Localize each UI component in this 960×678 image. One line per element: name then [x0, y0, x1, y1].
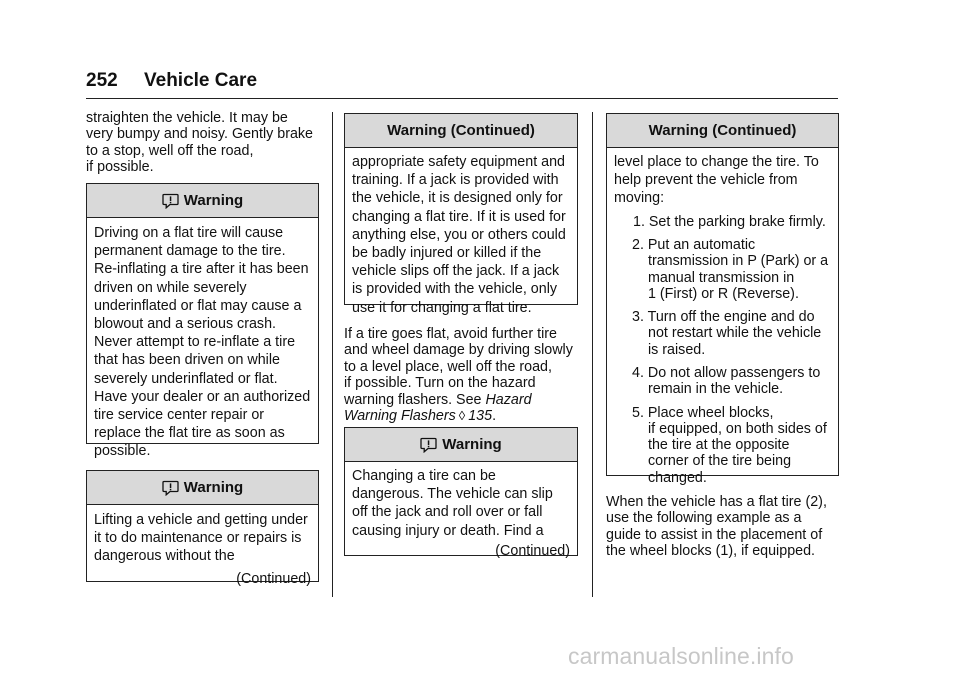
warning-header [87, 471, 318, 505]
header-rule [86, 98, 838, 99]
warning-title: Warning (Continued) [648, 122, 797, 139]
warning-icon [162, 193, 179, 209]
warning-icon [162, 480, 179, 496]
steps-list [614, 214, 831, 486]
column-1 [86, 110, 319, 176]
continued-label: (Continued) [495, 542, 570, 559]
warning-header [607, 114, 838, 148]
warning-box-continued-steps [606, 113, 839, 486]
watermark: carmanualsonline.info [568, 643, 794, 669]
flat-tire-paragraph: If a tire goes flat, avoid further tire and wheel damage by driving slowly to a level place, well off the road, if possible. Turn on the hazard warning flashers. See Hazard Warning Flashers ◊ 135. [344, 326, 573, 425]
section-title: Vehicle Care [144, 70, 258, 91]
warning-icon [420, 437, 437, 453]
warning-body: Lifting a vehicle and getting under it to do maintenance or repairs is dangerous without the (Continued) [94, 512, 311, 587]
page-number: 252 [86, 70, 118, 91]
hazard-flashers-link[interactable]: Hazard [485, 391, 532, 408]
warning-body: level place to change the tire. To help prevent the vehicle from moving: 1. Set the parking brake firmly. 2. Put an automatic transmission in P (Park) or a manual transmission in 1 (First) or R (Reverse). 3. Turn off the engine and do not restart while the vehicle is raised. 4. Do not allow passengers to remain in the vehicle. 5. Place wheel blocks, if equipped, on both sides of the tire at the opposite corner of the tire being changed. [607, 148, 838, 486]
warning-box-flat-tire [86, 183, 319, 460]
warning-title: Warning [183, 479, 244, 496]
warning-body: Driving on a flat tire will cause permanent damage to the tire. Re-inflating a tire after it has been driven on while severely underinflated or flat may cause a blowout and a serious crash. Never attempt to re-inflate a tire that has been driven on while severely underinflated or flat. Have your dealer or an authorized tire service center repair or replace the flat tire as soon as possible. [94, 225, 311, 460]
warning-box-continued [344, 113, 578, 316]
warning-title: Warning [183, 192, 244, 209]
list-item: 5. Place wheel blocks, if equipped, on both sides of the tire at the opposite corner of the tire being changed. [632, 404, 827, 486]
warning-header [87, 184, 318, 218]
page-reference-icon: ◊ [458, 408, 466, 424]
continued-label: (Continued) [236, 570, 311, 587]
warning-body: Changing a tire can be dangerous. The vehicle can slip off the jack and roll over or fall causing injury or death. Find a (Continued) [352, 468, 570, 559]
intro-paragraph: straighten the vehicle. It may be very bumpy and noisy. Gently brake to a stop, well off the road, if possible. [86, 110, 314, 176]
page-header [86, 68, 838, 104]
warning-header [345, 114, 577, 148]
warning-title: Warning (Continued) [387, 122, 535, 139]
warning-box-lifting [86, 470, 319, 587]
warning-title: Warning [442, 436, 502, 453]
warning-body: appropriate safety equipment and training. If a jack is provided with the vehicle, it is designed only for changing a flat tire. If it is used for anything else, you or others could be badly injured or killed if the vehicle slips off the jack. If a jack is provided with the vehicle, only use it for changing a flat tire. [352, 154, 566, 316]
page-reference[interactable]: 135 [468, 408, 493, 425]
list-item: 1. Set the parking brake firmly. [633, 213, 826, 230]
wheel-blocks-paragraph: When the vehicle has a flat tire (2), use the following example as a guide to assist in the placement of the wheel blocks (1), if equipped. [606, 494, 827, 560]
list-item: 3. Turn off the engine and do not restart while the vehicle is raised. [632, 309, 822, 358]
hazard-flashers-link[interactable]: Warning Flashers [344, 408, 456, 425]
warning-box-changing-tire [344, 427, 578, 559]
list-item: 4. Do not allow passengers to remain in the vehicle. [632, 364, 821, 398]
list-item: 2. Put an automatic transmission in P (Park) or a manual transmission in 1 (First) or R (Reverse). [632, 236, 829, 302]
column-divider [592, 112, 593, 597]
warning-header [345, 428, 577, 462]
column-divider [332, 112, 333, 597]
